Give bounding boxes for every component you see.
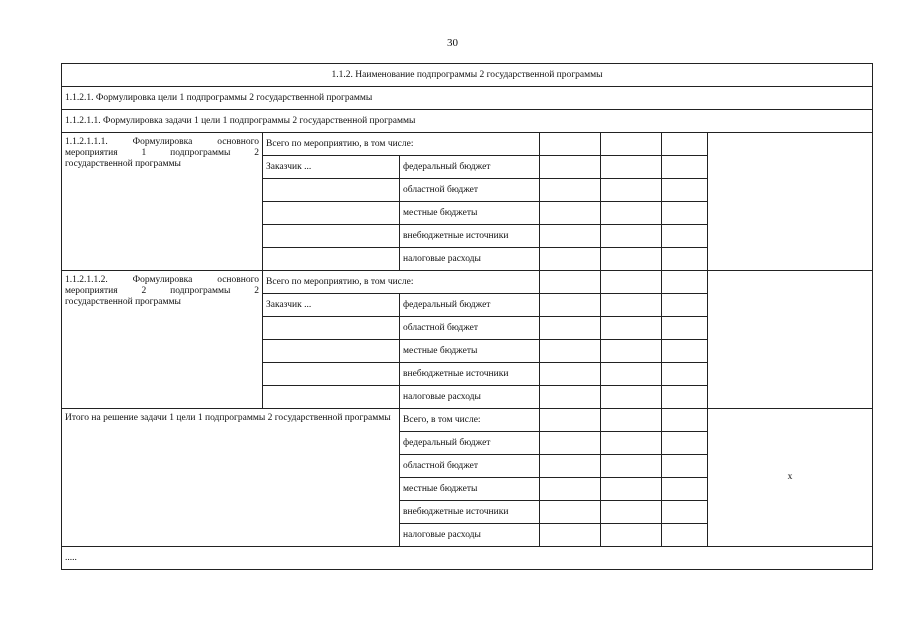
source-label: областной бюджет [400, 455, 540, 478]
amount-cell [662, 294, 708, 317]
customer-empty-cell [263, 386, 400, 409]
amount-cell [540, 478, 601, 501]
customer-empty-cell [263, 317, 400, 340]
amount-cell [601, 432, 662, 455]
amount-cell [601, 409, 662, 432]
amount-cell [540, 156, 601, 179]
amount-cell [601, 271, 662, 294]
amount-cell [662, 432, 708, 455]
task-total-title: Итого на решение задачи 1 цели 1 подпрограммы 2 государственной программы [62, 409, 400, 547]
amount-cell [662, 501, 708, 524]
amount-cell [540, 248, 601, 271]
continuation-mark: ..... [62, 547, 873, 570]
amount-cell [601, 340, 662, 363]
goal-row [62, 87, 873, 110]
amount-cell [540, 432, 601, 455]
continuation-row [62, 547, 873, 570]
source-label: местные бюджеты [400, 478, 540, 501]
amount-cell [601, 248, 662, 271]
amount-cell [662, 317, 708, 340]
source-label: налоговые расходы [400, 248, 540, 271]
source-label: налоговые расходы [400, 524, 540, 547]
source-label: местные бюджеты [400, 202, 540, 225]
amount-cell [540, 340, 601, 363]
amount-cell [601, 386, 662, 409]
amount-cell [540, 501, 601, 524]
amount-cell [540, 455, 601, 478]
page-number: 30 [447, 37, 458, 49]
amount-cell [540, 294, 601, 317]
amount-cell [662, 225, 708, 248]
amount-cell [540, 409, 601, 432]
amount-cell [601, 478, 662, 501]
customer-empty-cell [263, 225, 400, 248]
amount-cell [540, 225, 601, 248]
amount-cell [662, 202, 708, 225]
amount-cell [662, 409, 708, 432]
subprogram-finance-table [61, 63, 873, 570]
amount-cell [601, 363, 662, 386]
amount-cell [662, 156, 708, 179]
amount-cell [601, 524, 662, 547]
amount-cell [662, 271, 708, 294]
amount-cell [662, 455, 708, 478]
activity-2-total-row [62, 271, 873, 294]
amount-cell [540, 386, 601, 409]
amount-cell [540, 202, 601, 225]
amount-cell [540, 524, 601, 547]
amount-cell [601, 179, 662, 202]
customer-empty-cell [263, 340, 400, 363]
goal-title: 1.1.2.1. Формулировка цели 1 подпрограммы 2 государственной программы [62, 87, 873, 110]
activity-1-total-label: Всего по мероприятию, в том числе: [263, 133, 540, 156]
activity-2-total-label: Всего по мероприятию, в том числе: [263, 271, 540, 294]
amount-cell [601, 202, 662, 225]
subprogram-title-row [62, 64, 873, 87]
customer-empty-cell [263, 179, 400, 202]
source-label: внебюджетные источники [400, 225, 540, 248]
amount-cell [601, 501, 662, 524]
amount-cell [540, 317, 601, 340]
task-title: 1.1.2.1.1. Формулировка задачи 1 цели 1 подпрограммы 2 государственной программы [62, 110, 873, 133]
customer-empty-cell [263, 202, 400, 225]
source-label: федеральный бюджет [400, 432, 540, 455]
activity-2-result-cell [708, 271, 873, 409]
amount-cell [601, 225, 662, 248]
activity-1-result-cell [708, 133, 873, 271]
amount-cell [540, 179, 601, 202]
amount-cell [601, 133, 662, 156]
amount-cell [662, 133, 708, 156]
amount-cell [662, 386, 708, 409]
source-label: местные бюджеты [400, 340, 540, 363]
source-label: областной бюджет [400, 317, 540, 340]
activity-2-title: 1.1.2.1.1.2. Формулировка основного мероприятия 2 подпрограммы 2 государственной программы [62, 271, 263, 409]
amount-cell [662, 340, 708, 363]
task-total-result-mark: х [708, 409, 873, 547]
activity-2-customer: Заказчик ... [263, 294, 400, 317]
source-label: внебюджетные источники [400, 501, 540, 524]
amount-cell [601, 455, 662, 478]
activity-1-customer: Заказчик ... [263, 156, 400, 179]
amount-cell [662, 524, 708, 547]
task-total-label: Всего, в том числе: [400, 409, 540, 432]
amount-cell [601, 294, 662, 317]
activity-1-title: 1.1.2.1.1.1. Формулировка основного мероприятия 1 подпрограммы 2 государственной программы [62, 133, 263, 271]
customer-empty-cell [263, 363, 400, 386]
amount-cell [601, 156, 662, 179]
amount-cell [662, 363, 708, 386]
customer-empty-cell [263, 248, 400, 271]
amount-cell [540, 271, 601, 294]
amount-cell [662, 179, 708, 202]
amount-cell [601, 317, 662, 340]
amount-cell [540, 363, 601, 386]
task-total-row [62, 409, 873, 432]
source-label: федеральный бюджет [400, 156, 540, 179]
amount-cell [662, 248, 708, 271]
amount-cell [662, 478, 708, 501]
task-row [62, 110, 873, 133]
subprogram-title: 1.1.2. Наименование подпрограммы 2 государственной программы [62, 64, 873, 87]
source-label: областной бюджет [400, 179, 540, 202]
source-label: федеральный бюджет [400, 294, 540, 317]
activity-1-total-row [62, 133, 873, 156]
amount-cell [540, 133, 601, 156]
source-label: внебюджетные источники [400, 363, 540, 386]
source-label: налоговые расходы [400, 386, 540, 409]
